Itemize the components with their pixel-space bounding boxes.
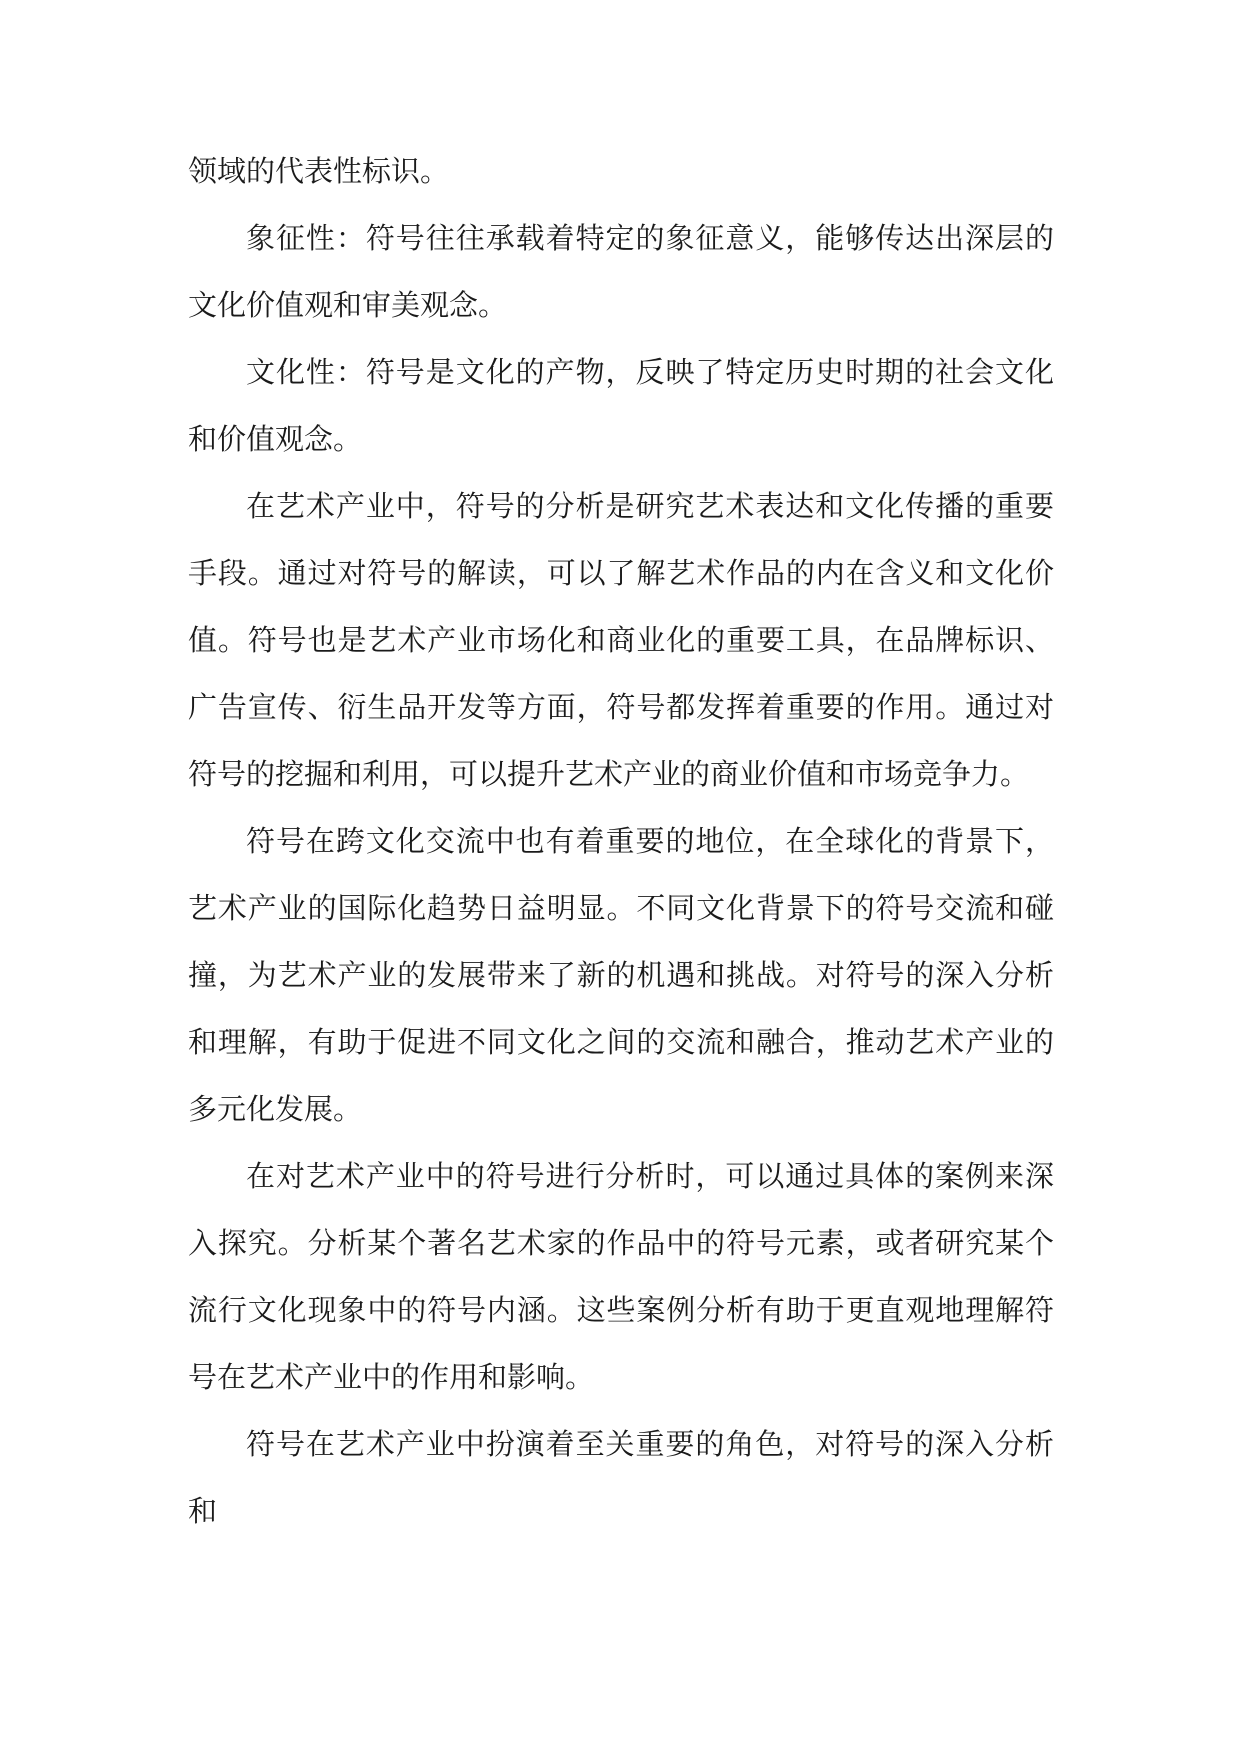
paragraph-7: 符号在艺术产业中扮演着至关重要的角色，对符号的深入分析和	[188, 1427, 1054, 1528]
paragraph-1: 领域的代表性标识。	[188, 154, 450, 188]
paragraph-6: 在对艺术产业中的符号进行分析时，可以通过具体的案例来深入探究。分析某个著名艺术家的作品中的符号元素，或者研究某个流行文化现象中的符号内涵。这些案例分析有助于更直观地理解符号在艺术产业中的作用和影响。	[188, 1159, 1054, 1394]
paragraph-3: 文化性：符号是文化的产物，反映了特定历史时期的社会文化和价值观念。	[188, 355, 1054, 456]
body-text	[188, 138, 1054, 1545]
paragraph-2: 象征性：符号往往承载着特定的象征意义，能够传达出深层的文化价值观和审美观念。	[188, 221, 1054, 322]
paragraph-4: 在艺术产业中，符号的分析是研究艺术表达和文化传播的重要手段。通过对符号的解读，可以了解艺术作品的内在含义和文化价值。符号也是艺术产业市场化和商业化的重要工具，在品牌标识、广告宣传、衍生品开发等方面，符号都发挥着重要的作用。通过对符号的挖掘和利用，可以提升艺术产业的商业价值和市场竞争力。	[188, 489, 1054, 791]
paragraph-5: 符号在跨文化交流中也有着重要的地位，在全球化的背景下，艺术产业的国际化趋势日益明显。不同文化背景下的符号交流和碰撞，为艺术产业的发展带来了新的机遇和挑战。对符号的深入分析和理解，有助于促进不同文化之间的交流和融合，推动艺术产业的多元化发展。	[188, 824, 1054, 1126]
